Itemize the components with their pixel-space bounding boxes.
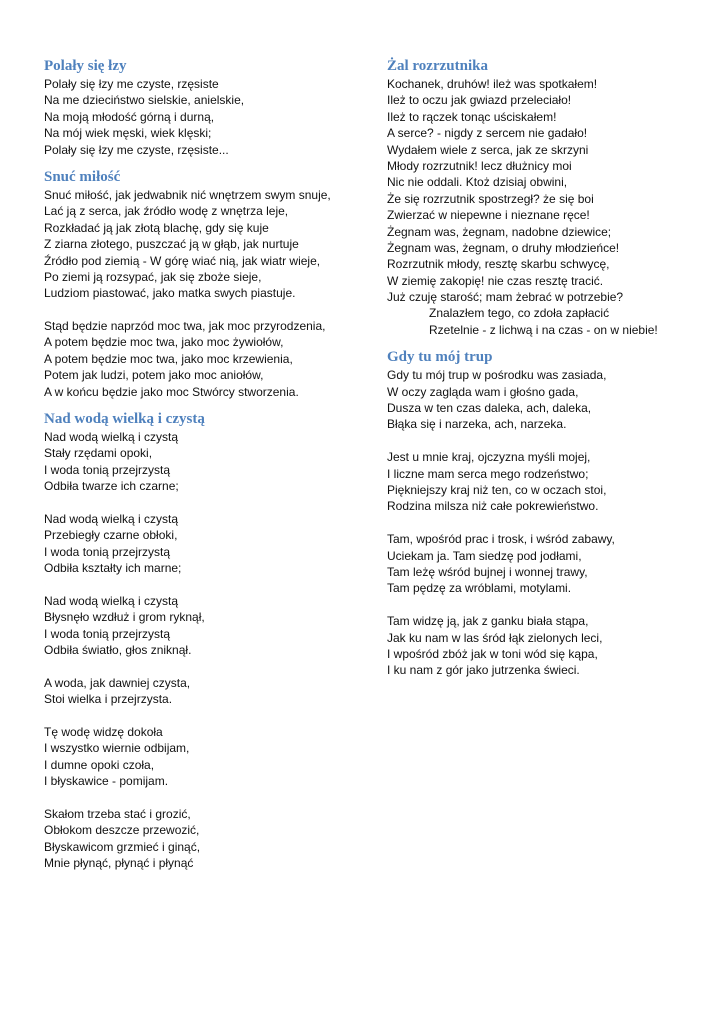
verse-line: Rozrzutnik młody, resztę skarbu schwycę, [387,257,610,272]
verse-line: Na moją młodość górną i durną, [44,109,215,124]
verse-line: Ludziom piastować, jako matka swych piastuje. [44,286,296,301]
verse-line: Z ziarna złotego, puszczać ją w głąb, jak nurtuje [44,237,299,252]
verse-line: Odbiła twarze ich czarne; [44,479,179,494]
verse-line: I ku nam z gór jako jutrzenka świeci. [387,663,580,678]
verse-line: Ileż to oczu jak gwiazd przeleciało! [387,93,572,108]
verse-line: I woda tonią przejrzystą [44,462,171,477]
stanza [44,806,354,872]
verse-line: Błysnęło wzdłuż i grom ryknął, [44,610,205,625]
verse-line: Polały się łzy me czyste, rzęsiste [44,77,219,91]
verse-line: A w końcu będzie jako moc Stwórcy stworzenia. [44,384,299,399]
verse-line: Dusza w ten czas daleka, ach, daleka, [387,401,592,416]
verse-line: Stąd będzie naprzód moc twa, jak moc przyrodzenia, [44,319,326,334]
verse-line: Tam leżę wśród bujnej i wonnej trawy, [387,564,588,579]
verse-line: Tę wodę widzę dokoła [44,725,163,740]
verse-line: I błyskawice - pomijam. [44,774,169,789]
verse-line: Kochanek, druhów! ileż was spotkałem! [387,77,598,91]
stanza [44,429,354,495]
verse-line: I wszystko wiernie odbijam, [44,741,190,756]
verse-line: Rodzina milsza niż całe pokrewieństwo. [387,499,599,514]
verse-line: Stoi wielka i przejrzysta. [44,692,173,707]
verse-line: A serce? - nigdy z sercem nie gadało! [387,126,588,141]
verse-line: I woda tonią przejrzystą [44,544,171,559]
verse-line: Nad wodą wielką i czystą [44,430,179,445]
stanza [44,187,354,302]
verse-line: Odbiła kształty ich marne; [44,561,182,576]
verse-line: W ziemię zakopię! nie czas resztę tracić. [387,273,604,288]
verse-line: Nic nie oddali. Ktoż dzisiaj obwini, [387,175,568,190]
verse-line: Obłokom deszcze przewozić, [44,823,200,838]
verse-line: Młody rozrzutnik! lecz dłużnicy moi [387,158,572,173]
right-column [387,56,687,688]
stanza [387,76,687,338]
verse-line: Stały rzędami opoki, [44,446,153,461]
stanza [387,531,687,597]
verse-line: A potem będzie moc twa, jako moc żywiołów, [44,335,284,350]
verse-line: Skałom trzeba stać i grozić, [44,807,191,822]
poem [44,56,354,158]
stanza [44,724,354,790]
poem [387,347,687,678]
stanza [387,367,687,433]
verse-line: Ileż to rączek tonąc uściskałem! [387,109,557,124]
verse-line: Błyskawicom grzmieć i ginąć, [44,839,201,854]
verse-line: Lać ją z serca, jak źródło wodę z wnętrza leje, [44,204,289,219]
verse-line: I wpośród zbóż jak w toni wód się kąpa, [387,646,598,661]
stanza [44,675,354,708]
verse-line: Na mój wiek męski, wiek klęski; [44,126,212,141]
verse-line: Rozkładać ją jak złotą blachę, gdy się kuje [44,220,269,235]
verse-line: Że się rozrzutnik spostrzegł? że się boi [387,191,594,206]
stanza [44,511,354,577]
verse-line: Wydałem wiele z serca, jak ze skrzyni [387,142,589,157]
poem-title: Nad wodą wielką i czystą [44,411,205,428]
verse-line: Gdy tu mój trup w pośrodku was zasiada, [387,368,607,383]
verse-line: Nad wodą wielką i czystą [44,511,179,526]
stanza [44,76,354,158]
verse-line: Tam widzę ją, jak z ganku biała stąpa, [387,614,589,629]
verse-line: Na me dzieciństwo sielskie, anielskie, [44,93,245,108]
verse-line: Żegnam was, żegnam, nadobne dziewice; [387,224,612,239]
verse-line-indented: Rzetelnie - z lichwą i na czas - on w niebie! [429,322,658,337]
verse-line: Źródło pod ziemią - W górę wiać nią, jak wiatr wieje, [44,253,321,268]
stanza [44,318,354,400]
poem-title: Żal rozrzutnika [387,58,488,74]
verse-line: Jest u mnie kraj, ojczyzna myśli mojej, [387,450,591,465]
verse-line: A woda, jak dawniej czysta, [44,675,191,690]
verse-line: I liczne mam serca mego rodzeństwo; [387,466,589,481]
verse-line: Żegnam was, żegnam, o druhy młodzieńce! [387,240,620,255]
verse-line: Zwierzać w niepewne i nieznane ręce! [387,208,590,223]
stanza [387,613,687,679]
verse-line: Błąka się i narzeka, ach, narzeka. [387,417,567,432]
verse-line: Odbiła światło, głos zniknął. [44,643,192,658]
poem-title: Gdy tu mój trup [387,349,493,366]
verse-line: Przebiegły czarne obłoki, [44,528,178,543]
verse-line: Tam, wpośród prac i trosk, i wśród zabawy, [387,532,615,547]
verse-line: Jak ku nam w las śród łąk zielonych leci, [387,630,603,645]
verse-line: Tam pędzę za wróblami, motylami. [387,581,572,596]
verse-line: Piękniejszy kraj niż ten, co w oczach stoi, [387,482,607,497]
verse-line: W oczy zagląda wam i głośno gada, [387,384,579,399]
verse-line: Nad wodą wielką i czystą [44,593,179,608]
verse-line-indented: Znalazłem tego, co zdoła zapłacić [429,306,610,321]
stanza [387,449,687,515]
verse-line: Już czuję starość; mam żebrać w potrzebie? [387,290,624,305]
stanza [44,593,354,659]
verse-line: Po ziemi ją rozsypać, jak się zboże sieje, [44,269,262,284]
left-column [44,56,354,881]
poem [44,409,354,872]
poem-title: Polały się łzy [44,58,127,74]
verse-line: I dumne opoki czoła, [44,757,155,772]
verse-line: Snuć miłość, jak jedwabnik nić wnętrzem swym snuje, [44,187,331,202]
verse-line: Potem jak ludzi, potem jako moc aniołów, [44,368,264,383]
poem-title: Snuć miłość [44,168,121,185]
poem [44,167,354,400]
verse-line: Polały się łzy me czyste, rzęsiste... [44,142,229,157]
verse-line: A potem będzie moc twa, jako moc krzewienia, [44,351,293,366]
verse-line: Mnie płynąć, płynąć i płynąć [44,856,194,871]
poem [387,56,687,338]
verse-line: I woda tonią przejrzystą [44,626,171,641]
verse-line: Uciekam ja. Tam siedzę pod jodłami, [387,548,582,563]
